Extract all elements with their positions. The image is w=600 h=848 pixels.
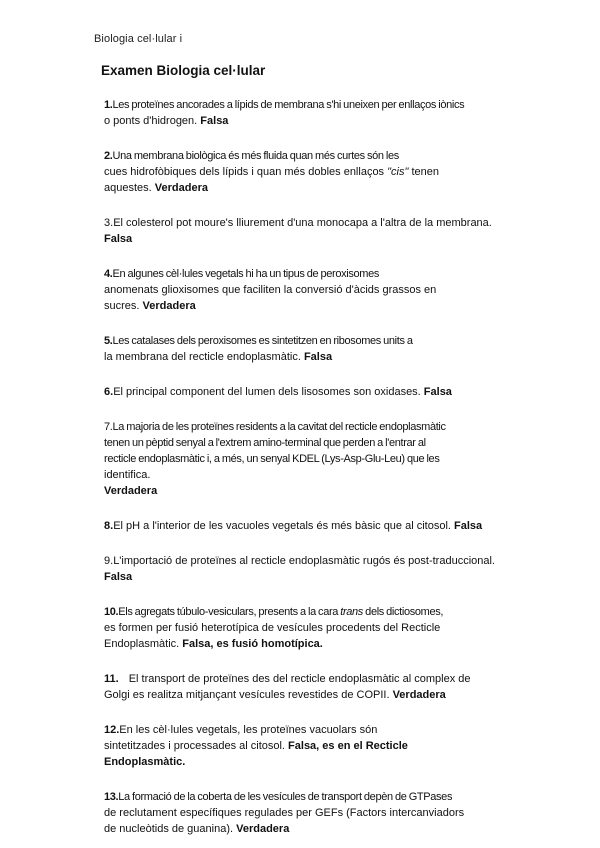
- question-11: [104, 671, 544, 703]
- question-text: Una membrana biològica és més fluida quan més curtes són les: [112, 150, 399, 162]
- answer: Verdadera: [104, 485, 158, 497]
- question-number: 13.: [104, 791, 119, 803]
- question-number: 6.: [104, 386, 114, 398]
- question-text: anomenats glioxisomes que faciliten la conversió d'àcids grassos en: [104, 284, 437, 296]
- answer: Falsa: [200, 115, 229, 127]
- answer: Falsa, es fusió homotípica.: [182, 638, 323, 650]
- answer: Falsa: [303, 351, 333, 363]
- answer: Verdadera: [154, 182, 208, 194]
- question-text: Endoplasmàtic.: [104, 638, 183, 650]
- question-number: 9.: [104, 555, 114, 567]
- answer: Falsa, es en el Recticle: [288, 740, 408, 752]
- question-12: [104, 722, 544, 770]
- question-number: 11.: [104, 673, 119, 685]
- question-text: la membrana del recticle endoplasmàtic.: [104, 351, 304, 363]
- question-text: La majoria de les proteïnes residents a la cavitat del recticle endoplasmàtic: [112, 421, 446, 433]
- question-number: 7.: [104, 421, 113, 433]
- question-7: [104, 419, 544, 499]
- question-number: 4.: [104, 268, 113, 280]
- question-text: o ponts d'hidrogen.: [104, 115, 201, 127]
- question-text: L'importació de proteïnes al recticle endoplasmàtic rugós és post-traduccional.: [113, 555, 495, 567]
- question-text: El colesterol pot moure's lliurement d'una monocapa a l'altra de la membrana.: [113, 217, 492, 229]
- answer: Verdadera: [236, 823, 290, 835]
- answer: Falsa: [454, 520, 483, 532]
- question-list: [104, 97, 544, 837]
- answer: Verdadera: [142, 300, 196, 312]
- question-text: Les proteïnes ancorades a lípids de membrana s'hi uneixen per enllaços iònics: [112, 99, 465, 111]
- question-text: El transport de proteïnes des del recticle endoplasmàtic al complex de: [128, 673, 471, 685]
- answer-continued: Endoplasmàtic.: [104, 756, 186, 768]
- question-5: [104, 333, 544, 365]
- question-number: 5.: [104, 335, 113, 347]
- question-4: [104, 266, 544, 314]
- question-text: tenen: [408, 166, 439, 178]
- answer: Verdadera: [392, 689, 446, 701]
- question-text: Els agregats túbulo-vesiculars, presents a la cara: [118, 606, 341, 618]
- question-2: [104, 148, 544, 196]
- question-number: 1.: [104, 99, 113, 111]
- question-10: [104, 604, 544, 652]
- question-text: tenen un pèptid senyal a l'extrem amino-terminal que perden a l'entrar al: [104, 437, 426, 449]
- question-text: es formen per fusió heterotípica de vesícules procedents del Recticle: [104, 622, 441, 634]
- page-header: Biologia cel·lular i: [94, 33, 183, 45]
- question-number: 2.: [104, 150, 113, 162]
- question-text: La formació de la coberta de les vesícules de transport depèn de GTPases: [118, 791, 453, 803]
- question-text: recticle endoplasmàtic i, a més, un senyal KDEL (Lys-Asp-Glu-Leu) que les: [104, 453, 440, 465]
- question-text: identifica.: [104, 469, 151, 481]
- question-1: [104, 97, 544, 129]
- question-text: El principal component del lumen dels lisosomes son oxidases.: [113, 386, 424, 398]
- question-text-italic: trans: [340, 606, 363, 618]
- answer: Falsa: [104, 233, 133, 245]
- question-text: El pH a l'interior de les vacuoles vegetals és més bàsic que al citosol.: [113, 520, 455, 532]
- question-text: sintetitzades i processades al citosol.: [104, 740, 289, 752]
- question-6: [104, 384, 544, 400]
- question-text: Les catalases dels peroxisomes es sintetitzen en ribosomes units a: [112, 335, 413, 347]
- question-text: cues hidrofòbiques dels lípids i quan més dobles enllaços: [104, 166, 388, 178]
- question-number: 3.: [104, 217, 114, 229]
- question-text-italic: "cis": [387, 166, 409, 178]
- question-3: [104, 215, 544, 247]
- question-text: En algunes cèl·lules vegetals hi ha un tipus de peroxisomes: [112, 268, 380, 280]
- question-13: [104, 789, 544, 837]
- question-9: [104, 553, 544, 585]
- question-text: de nucleòtids de guanina).: [104, 823, 237, 835]
- question-8: [104, 518, 544, 534]
- question-text: Golgi es realitza mitjançant vesícules revestides de COPII.: [104, 689, 393, 701]
- question-text: de reclutament específiques regulades per GEFs (Factors intercanviadors: [104, 807, 465, 819]
- question-number: 8.: [104, 520, 114, 532]
- question-text: En les cèl·lules vegetals, les proteïnes vacuolars són: [119, 724, 378, 736]
- question-text: dels dictiosomes,: [362, 606, 444, 618]
- answer: Falsa: [104, 571, 133, 583]
- question-text: aquestes.: [104, 182, 155, 194]
- question-text: sucres.: [104, 300, 143, 312]
- answer: Falsa: [423, 386, 452, 398]
- page-title: Examen Biologia cel·lular: [101, 63, 266, 78]
- question-number: 12.: [104, 724, 120, 736]
- question-number: 10.: [104, 606, 119, 618]
